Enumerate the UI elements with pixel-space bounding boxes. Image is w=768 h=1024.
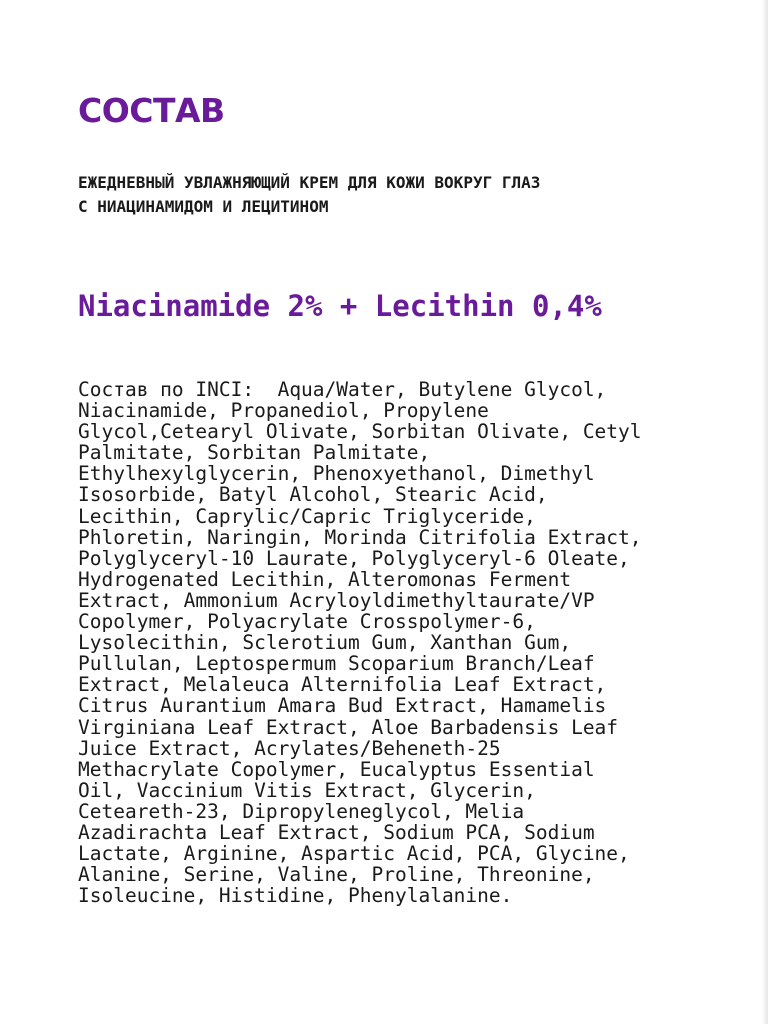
inci-line: Palmitate, Sorbitan Palmitate, bbox=[78, 441, 431, 465]
inci-line: Состав по INCI: Aqua/Water, Butylene Glycol, bbox=[78, 378, 607, 401]
inci-line: Lecithin, Caprylic/Capric Triglyceride, bbox=[78, 504, 536, 528]
inci-line: Extract, Ammonium Acryloyldimethyltaurate/VP bbox=[78, 588, 595, 612]
product-description-line: ЕЖЕДНЕВНЫЙ УВЛАЖНЯЮЩИЙ КРЕМ ДЛЯ КОЖИ ВОКРУГ ГЛАЗ bbox=[78, 173, 541, 192]
inci-line: Juice Extract, Acrylates/Beheneth-25 bbox=[78, 736, 501, 760]
inci-line: Glycol,Cetearyl Olivate, Sorbitan Olivate, Cetyl bbox=[78, 420, 642, 444]
inci-line: Alanine, Serine, Valine, Proline, Threonine, bbox=[78, 863, 595, 887]
inci-line: Polyglyceryl-10 Laurate, Polyglyceryl-6 Oleate, bbox=[78, 546, 630, 570]
inci-line: Methacrylate Copolymer, Eucalyptus Essential bbox=[78, 757, 595, 781]
inci-line: Lactate, Arginine, Aspartic Acid, PCA, Glycine, bbox=[78, 842, 630, 866]
inci-line: Virginiana Leaf Extract, Aloe Barbadensis Leaf bbox=[78, 715, 619, 739]
inci-line: Ceteareth-23, Dipropyleneglycol, Melia bbox=[78, 799, 525, 823]
inci-line: Ethylhexylglycerin, Phenoxyethanol, Dimethyl bbox=[78, 462, 595, 486]
page-edge-shadow bbox=[762, 0, 768, 1024]
inci-line: Azadirachta Leaf Extract, Sodium PCA, Sodium bbox=[78, 820, 595, 844]
inci-line: Niacinamide, Propanediol, Propylene bbox=[78, 399, 489, 423]
product-description bbox=[78, 171, 718, 219]
product-description-line: С НИАЦИНАМИДОМ И ЛЕЦИТИНОМ bbox=[78, 197, 329, 216]
inci-line: Lysolecithin, Sclerotium Gum, Xanthan Gum, bbox=[78, 631, 572, 655]
active-ingredients-formula: Niacinamide 2% + Lecithin 0,4% bbox=[78, 289, 602, 323]
inci-line: Extract, Melaleuca Alternifolia Leaf Extract, bbox=[78, 673, 607, 697]
inci-line: Isosorbide, Batyl Alcohol, Stearic Acid, bbox=[78, 483, 548, 507]
inci-ingredient-list bbox=[78, 379, 748, 906]
inci-line: Citrus Aurantium Amara Bud Extract, Hamamelis bbox=[78, 694, 607, 718]
inci-line: Isoleucine, Histidine, Phenylalanine. bbox=[78, 884, 513, 908]
inci-line: Copolymer, Polyacrylate Crosspolymer-6, bbox=[78, 610, 536, 634]
inci-line: Pullulan, Leptospermum Scoparium Branch/Leaf bbox=[78, 652, 595, 676]
inci-line: Oil, Vaccinium Vitis Extract, Glycerin, bbox=[78, 778, 536, 802]
page-title: СОСТАВ bbox=[78, 91, 225, 130]
inci-line: Hydrogenated Lecithin, Alteromonas Ferment bbox=[78, 567, 572, 591]
inci-line: Phloretin, Naringin, Morinda Citrifolia Extract, bbox=[78, 525, 642, 549]
